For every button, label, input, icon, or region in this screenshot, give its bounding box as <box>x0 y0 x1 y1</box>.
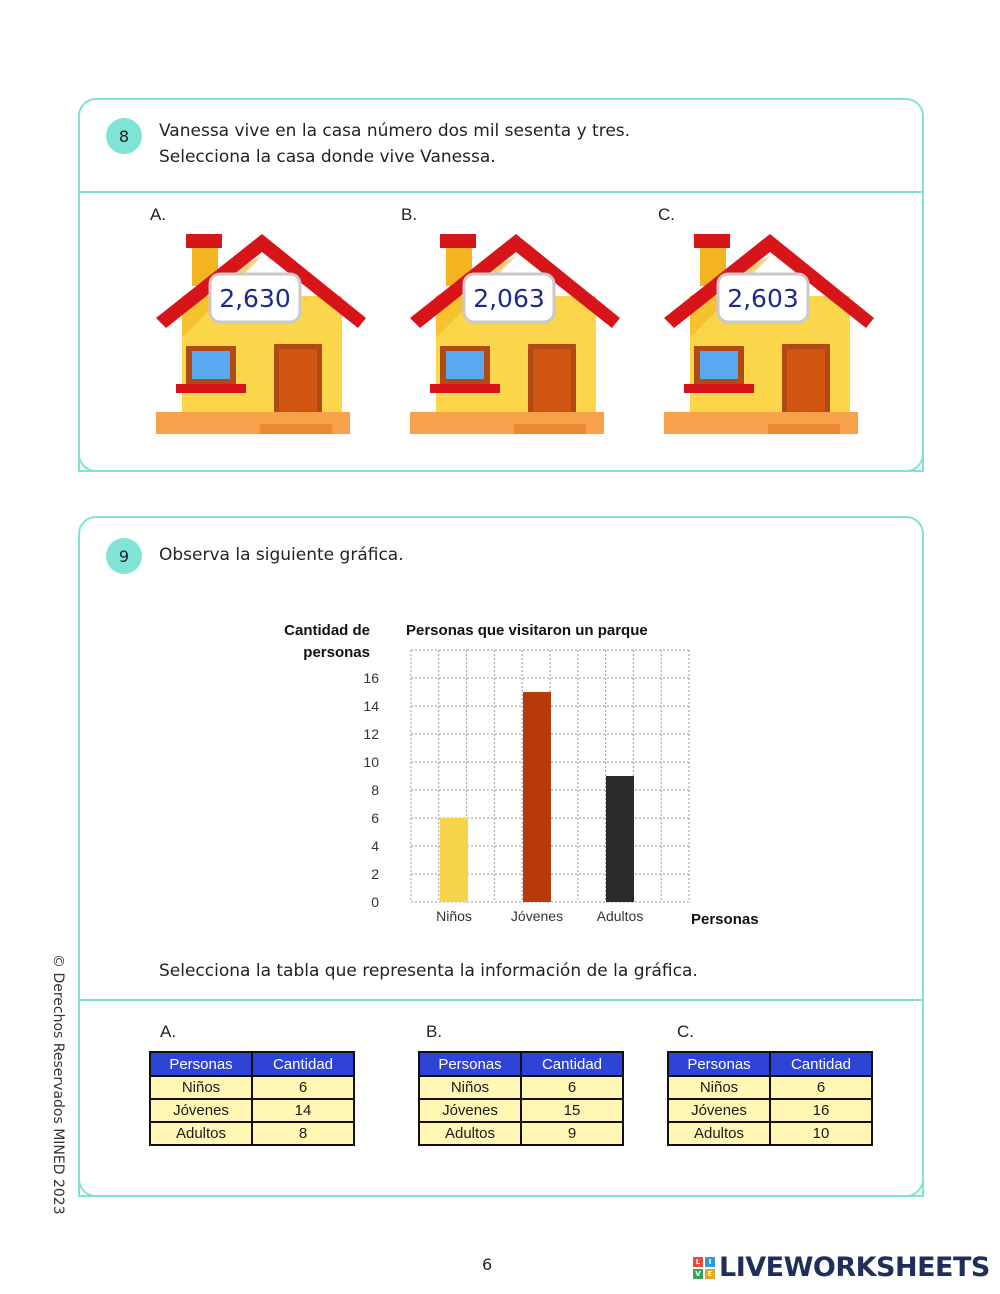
question-9-prompt: Observa la siguiente gráfica. <box>159 545 404 565</box>
y-tick-label: 4 <box>371 838 379 854</box>
divider <box>80 191 922 193</box>
chart-ylabel-line-2: personas <box>303 644 370 661</box>
table-cell: 6 <box>770 1076 872 1099</box>
y-tick-label: 6 <box>371 810 379 826</box>
chart-xlabel: Personas <box>691 911 759 928</box>
table-header: Personas <box>668 1052 770 1076</box>
table-row <box>668 1099 872 1122</box>
y-tick-label: 16 <box>363 670 379 686</box>
option-a-label: A. <box>150 205 167 224</box>
table-header: Personas <box>150 1052 252 1076</box>
table-row <box>150 1099 354 1122</box>
table-cell: Adultos <box>668 1122 770 1145</box>
question-number-badge: 8 <box>106 118 142 154</box>
table-cell: Niños <box>150 1076 252 1099</box>
question-9-card <box>78 516 924 1197</box>
bar-jóvenes <box>523 692 551 902</box>
house-icon <box>410 226 620 436</box>
house-number: 2,603 <box>727 283 799 313</box>
bar-adultos <box>606 776 634 902</box>
table-row <box>150 1076 354 1099</box>
table-cell: Niños <box>419 1076 521 1099</box>
chart-ylabel-line-1: Cantidad de <box>284 622 370 639</box>
table-option-a-label: A. <box>160 1022 177 1041</box>
table-row <box>668 1122 872 1145</box>
bar-chart <box>80 518 926 938</box>
table-header: Cantidad <box>252 1052 354 1076</box>
question-8-card <box>78 98 924 472</box>
option-b-label: B. <box>401 205 418 224</box>
table-cell: 8 <box>252 1122 354 1145</box>
house-option-b[interactable] <box>410 226 620 436</box>
house-icon <box>664 226 874 436</box>
table-cell: Jóvenes <box>419 1099 521 1122</box>
house-number: 2,630 <box>219 283 291 313</box>
table-cell: 10 <box>770 1122 872 1145</box>
table-option-c[interactable] <box>667 1051 873 1146</box>
table-row <box>419 1099 623 1122</box>
y-tick-label: 0 <box>371 894 379 910</box>
table-header: Cantidad <box>521 1052 623 1076</box>
table-option-a[interactable] <box>149 1051 355 1146</box>
table-cell: Adultos <box>419 1122 521 1145</box>
question-8-line-1: Vanessa vive en la casa número dos mil sesenta y tres. <box>159 121 631 141</box>
table-option-b-label: B. <box>426 1022 443 1041</box>
x-tick-label: Jóvenes <box>510 908 564 924</box>
x-tick-label: Niños <box>436 908 472 924</box>
house-icon <box>156 226 366 436</box>
logo-icon: L I V E <box>693 1257 715 1279</box>
question-number-badge: 9 <box>106 538 142 574</box>
table-cell: Jóvenes <box>150 1099 252 1122</box>
table-row <box>419 1122 623 1145</box>
table-option-b[interactable] <box>418 1051 624 1146</box>
chart-y-ticks <box>363 670 379 910</box>
table-row <box>419 1076 623 1099</box>
copyright-notice: © Derechos Reservados MINED 2023 <box>50 954 66 1215</box>
y-tick-label: 10 <box>363 754 379 770</box>
logo-text: LIVEWORKSHEETS <box>719 1252 990 1283</box>
table-cell: 16 <box>770 1099 872 1122</box>
table-cell: Niños <box>668 1076 770 1099</box>
table-row <box>668 1076 872 1099</box>
option-c-label: C. <box>658 205 675 224</box>
house-option-a[interactable] <box>156 226 366 436</box>
question-9-instruction: Selecciona la tabla que representa la información de la gráfica. <box>159 961 698 981</box>
x-tick-label: Adultos <box>596 908 644 924</box>
chart-bars <box>440 692 634 902</box>
house-option-c[interactable] <box>664 226 874 436</box>
table-cell: 6 <box>521 1076 623 1099</box>
table-cell: 14 <box>252 1099 354 1122</box>
chart-x-ticks <box>436 908 643 924</box>
table-cell: 6 <box>252 1076 354 1099</box>
liveworksheets-logo[interactable] <box>693 1252 990 1283</box>
table-cell: Jóvenes <box>668 1099 770 1122</box>
question-8-line-2: Selecciona la casa donde vive Vanessa. <box>159 147 496 167</box>
bar-niños <box>440 818 468 902</box>
table-cell: 9 <box>521 1122 623 1145</box>
table-row <box>150 1122 354 1145</box>
table-cell: Adultos <box>150 1122 252 1145</box>
table-header: Personas <box>419 1052 521 1076</box>
y-tick-label: 8 <box>371 782 379 798</box>
house-number: 2,063 <box>473 283 545 313</box>
table-cell: 15 <box>521 1099 623 1122</box>
divider <box>80 999 922 1001</box>
table-header: Cantidad <box>770 1052 872 1076</box>
page-number: 6 <box>482 1255 493 1274</box>
question-8-text <box>159 118 630 170</box>
chart-title: Personas que visitaron un parque <box>406 622 648 639</box>
table-option-c-label: C. <box>677 1022 694 1041</box>
y-tick-label: 2 <box>371 866 379 882</box>
y-tick-label: 14 <box>363 698 379 714</box>
y-tick-label: 12 <box>363 726 379 742</box>
